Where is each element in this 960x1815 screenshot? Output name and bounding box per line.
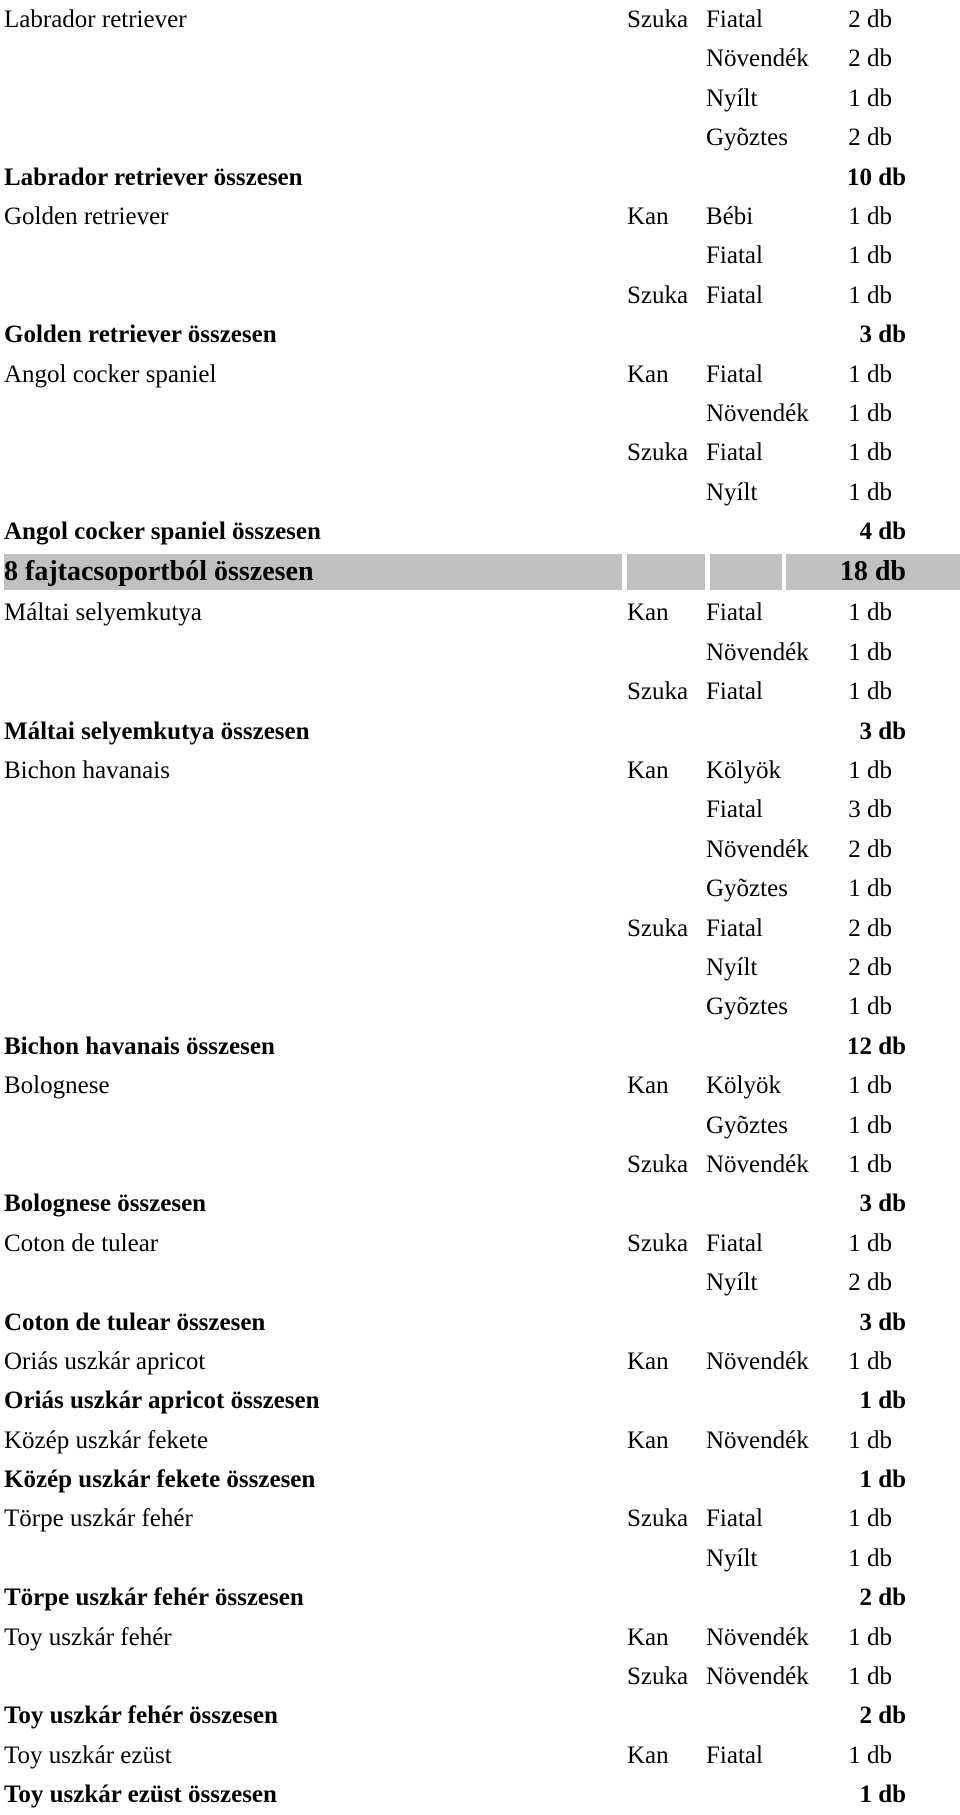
class-cell: Növendék: [706, 399, 809, 427]
breed-cell: Toy uszkár fehér: [4, 1623, 172, 1651]
sex-cell: Kan: [627, 1426, 669, 1454]
total-label-cell: Törpe uszkár fehér összesen: [4, 1584, 304, 1612]
table-row: [0, 394, 960, 433]
count-cell: 1 db: [848, 993, 892, 1021]
total-count-cell: 2 db: [859, 1584, 906, 1612]
class-cell: Fiatal: [706, 281, 763, 309]
table-row: [0, 355, 960, 394]
total-count-cell: 2 db: [859, 1702, 906, 1730]
sex-cell: Kan: [627, 202, 669, 230]
class-cell: Növendék: [706, 1426, 809, 1454]
total-label-cell: Bolognese összesen: [4, 1190, 207, 1218]
sex-cell: Kan: [627, 599, 669, 627]
count-cell: 3 db: [848, 796, 892, 824]
class-cell: Fiatal: [706, 599, 763, 627]
count-cell: 1 db: [848, 202, 892, 230]
class-cell: Fiatal: [706, 796, 763, 824]
breed-total-row: [0, 1460, 960, 1499]
count-cell: 1 db: [848, 638, 892, 666]
table-row: [0, 790, 960, 829]
sex-cell: Szuka: [627, 914, 689, 942]
class-cell: Gyõztes: [706, 993, 788, 1021]
count-cell: 1 db: [848, 242, 892, 270]
sex-cell: Szuka: [627, 6, 689, 33]
table-row: [0, 1263, 960, 1302]
class-cell: Növendék: [706, 1663, 809, 1691]
class-cell: Bébi: [706, 202, 754, 230]
count-cell: 2 db: [848, 1269, 892, 1297]
count-cell: 1 db: [848, 478, 892, 506]
class-cell: Fiatal: [706, 1505, 763, 1533]
breed-total-row: [0, 712, 960, 751]
count-cell: 1 db: [848, 875, 892, 903]
breed-cell: Közép uszkár fekete: [4, 1426, 209, 1454]
total-label-cell: Bichon havanais összesen: [4, 1032, 275, 1060]
total-label-cell: Labrador retriever összesen: [4, 163, 303, 191]
count-cell: 1 db: [848, 678, 892, 706]
total-label-cell: Oriás uszkár apricot összesen: [4, 1387, 320, 1415]
class-cell: Fiatal: [706, 360, 763, 388]
count-cell: 1 db: [848, 1150, 892, 1178]
table-row: [0, 276, 960, 315]
total-label-cell: Coton de tulear összesen: [4, 1308, 266, 1336]
total-count-cell: 3 db: [859, 321, 906, 349]
class-cell: Növendék: [706, 1150, 809, 1178]
count-cell: 1 db: [848, 1623, 892, 1651]
class-cell: Kölyök: [706, 1072, 781, 1100]
breed-cell: Törpe uszkár fehér: [4, 1505, 193, 1533]
breed-cell: Oriás uszkár apricot: [4, 1347, 206, 1375]
table-row: [0, 118, 960, 157]
class-cell: Nyílt: [706, 1544, 758, 1572]
sex-cell: Szuka: [627, 1663, 689, 1691]
count-cell: 1 db: [848, 1505, 892, 1533]
breed-cell: Bolognese: [4, 1072, 110, 1100]
class-cell: Növendék: [706, 835, 809, 863]
breed-total-row: [0, 315, 960, 354]
class-cell: Növendék: [706, 638, 809, 666]
class-cell: Gyõztes: [706, 124, 788, 152]
class-cell: Fiatal: [706, 242, 763, 270]
class-cell: Fiatal: [706, 439, 763, 467]
breed-total-row: [0, 1184, 960, 1223]
breed-cell: Angol cocker spaniel: [4, 360, 217, 388]
row-highlight: [627, 554, 705, 590]
breed-cell: Bichon havanais: [4, 757, 170, 785]
breed-total-row: [0, 158, 960, 197]
class-cell: Növendék: [706, 45, 809, 73]
class-cell: Nyílt: [706, 1269, 758, 1297]
class-cell: Növendék: [706, 1623, 809, 1651]
total-count-cell: 4 db: [859, 518, 906, 546]
total-label-cell: 8 fajtacsoportból összesen: [4, 556, 314, 588]
total-label-cell: Golden retriever összesen: [4, 321, 277, 349]
class-cell: Nyílt: [706, 953, 758, 981]
breed-cell: Golden retriever: [4, 202, 169, 230]
table-row: [0, 1145, 960, 1184]
total-count-cell: 3 db: [859, 717, 906, 745]
class-cell: Növendék: [706, 1347, 809, 1375]
sex-cell: Szuka: [627, 1505, 689, 1533]
sex-cell: Szuka: [627, 1150, 689, 1178]
sex-cell: Kan: [627, 1623, 669, 1651]
table-row: [0, 909, 960, 948]
count-cell: 1 db: [848, 84, 892, 112]
total-count-cell: 1 db: [859, 1466, 906, 1494]
table-row: [0, 633, 960, 672]
table-row: [0, 672, 960, 711]
table-row: [0, 1618, 960, 1657]
breed-cell: Labrador retriever: [4, 6, 187, 33]
count-cell: 2 db: [848, 835, 892, 863]
count-cell: 2 db: [848, 914, 892, 942]
table-row: [0, 1421, 960, 1460]
class-cell: Fiatal: [706, 1229, 763, 1257]
count-cell: 2 db: [848, 45, 892, 73]
sex-cell: Kan: [627, 360, 669, 388]
sex-cell: Kan: [627, 1741, 669, 1769]
table-row: [0, 1657, 960, 1696]
class-cell: Gyõztes: [706, 1111, 788, 1139]
table-row: [0, 79, 960, 118]
row-highlight: [710, 554, 782, 590]
count-cell: 2 db: [848, 124, 892, 152]
breed-cell: Coton de tulear: [4, 1229, 159, 1257]
total-count-cell: 10 db: [846, 163, 906, 191]
table-row: [0, 433, 960, 472]
class-cell: Fiatal: [706, 1741, 763, 1769]
class-cell: Fiatal: [706, 6, 763, 33]
breed-total-row: [0, 512, 960, 551]
count-cell: 2 db: [848, 6, 892, 33]
breed-total-row: [0, 1696, 960, 1735]
count-cell: 1 db: [848, 1741, 892, 1769]
table-row: [0, 1539, 960, 1578]
table-row: [0, 751, 960, 790]
breed-total-row: [0, 1027, 960, 1066]
total-count-cell: 12 db: [846, 1032, 906, 1060]
total-count-cell: 18 db: [839, 556, 906, 588]
table-row: [0, 830, 960, 869]
sex-cell: Kan: [627, 757, 669, 785]
total-label-cell: Toy uszkár ezüst összesen: [4, 1781, 277, 1809]
count-cell: 1 db: [848, 360, 892, 388]
table-row: [0, 987, 960, 1026]
class-cell: Fiatal: [706, 678, 763, 706]
table-row: [0, 39, 960, 78]
table-row: [0, 1066, 960, 1105]
count-cell: 1 db: [848, 1544, 892, 1572]
table-row: [0, 1499, 960, 1538]
table-row: [0, 1736, 960, 1775]
total-count-cell: 3 db: [859, 1190, 906, 1218]
class-cell: Nyílt: [706, 478, 758, 506]
group-total-row: [0, 551, 960, 593]
total-label-cell: Toy uszkár fehér összesen: [4, 1702, 278, 1730]
count-cell: 1 db: [848, 281, 892, 309]
count-cell: 1 db: [848, 1663, 892, 1691]
total-count-cell: 1 db: [859, 1387, 906, 1415]
table-row: [0, 869, 960, 908]
total-label-cell: Angol cocker spaniel összesen: [4, 518, 321, 546]
sex-cell: Szuka: [627, 1229, 689, 1257]
count-cell: 1 db: [848, 399, 892, 427]
count-cell: 1 db: [848, 599, 892, 627]
sex-cell: Kan: [627, 1072, 669, 1100]
table-row: [0, 593, 960, 632]
count-cell: 1 db: [848, 1347, 892, 1375]
class-cell: Gyõztes: [706, 875, 788, 903]
count-cell: 1 db: [848, 1072, 892, 1100]
total-label-cell: Közép uszkár fekete összesen: [4, 1466, 316, 1494]
table-row: [0, 1106, 960, 1145]
sex-cell: Szuka: [627, 281, 689, 309]
breed-total-row: [0, 1578, 960, 1617]
table-row: [0, 948, 960, 987]
breed-cell: Toy uszkár ezüst: [4, 1741, 172, 1769]
sex-cell: Szuka: [627, 439, 689, 467]
total-count-cell: 3 db: [859, 1308, 906, 1336]
sex-cell: Kan: [627, 1347, 669, 1375]
table-row: [0, 0, 960, 39]
count-cell: 1 db: [848, 1426, 892, 1454]
count-cell: 2 db: [848, 953, 892, 981]
breed-total-row: [0, 1381, 960, 1420]
count-cell: 1 db: [848, 1229, 892, 1257]
count-cell: 1 db: [848, 439, 892, 467]
sex-cell: Szuka: [627, 678, 689, 706]
count-cell: 1 db: [848, 1111, 892, 1139]
total-count-cell: 1 db: [859, 1781, 906, 1809]
breed-cell: Máltai selyemkutya: [4, 599, 202, 627]
total-label-cell: Máltai selyemkutya összesen: [4, 717, 310, 745]
table-row: [0, 1224, 960, 1263]
class-cell: Kölyök: [706, 757, 781, 785]
class-cell: Fiatal: [706, 914, 763, 942]
table-row: [0, 1342, 960, 1381]
count-cell: 1 db: [848, 757, 892, 785]
breed-total-row: [0, 1303, 960, 1342]
table-row: [0, 236, 960, 275]
table-row: [0, 197, 960, 236]
class-cell: Nyílt: [706, 84, 758, 112]
table-row: [0, 473, 960, 512]
